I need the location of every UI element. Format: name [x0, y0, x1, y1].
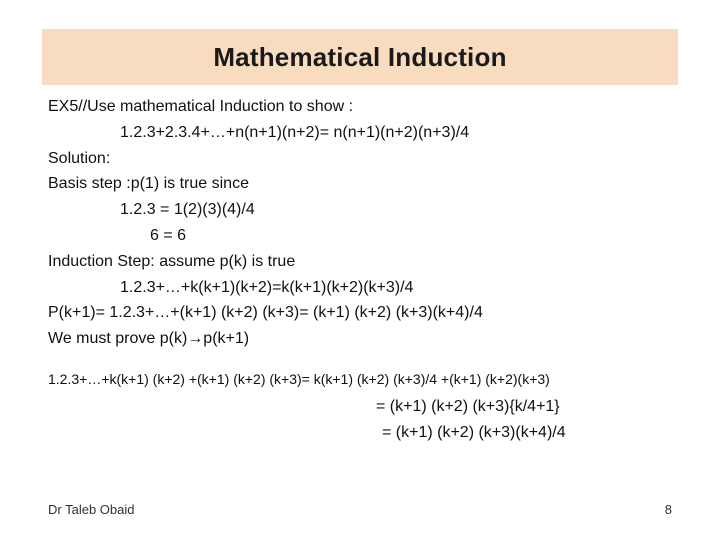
basis-equation: 1.2.3 = 1(2)(3)(4)/4 — [120, 201, 255, 219]
title-banner — [42, 29, 678, 85]
p-k-plus-1-statement: P(k+1)= 1.2.3+…+(k+1) (k+2) (k+3)= (k+1) (k+2) (k+3)(k+4)/4 — [48, 304, 483, 322]
proof-expansion: 1.2.3+…+k(k+1) (k+2) +(k+1) (k+2) (k+3)= k(k+1) (k+2) (k+3)/4 +(k+1) (k+2)(k+3) — [48, 370, 550, 387]
problem-statement: EX5//Use mathematical Induction to show : — [48, 98, 354, 115]
spacer — [48, 352, 688, 368]
solution-heading: Solution: — [48, 149, 111, 167]
proof-factored: = (k+1) (k+2) (k+3){k/4+1} — [376, 397, 560, 415]
slide-title: Mathematical Induction — [213, 41, 507, 72]
target-formula: 1.2.3+2.3.4+…+n(n+1)(n+2)= n(n+1)(n+2)(n+3)/4 — [120, 123, 470, 141]
author-footer: Dr Taleb Obaid — [48, 502, 135, 517]
proof-result: = (k+1) (k+2) (k+3)(k+4)/4 — [382, 423, 566, 441]
basis-step-line: Basis step :p(1) is true since — [48, 175, 249, 193]
proof-goal: We must prove p(k)→p(k+1) — [48, 330, 250, 348]
induction-hypothesis: 1.2.3+…+k(k+1)(k+2)=k(k+1)(k+2)(k+3)/4 — [120, 278, 414, 296]
slide-body — [48, 94, 688, 446]
page-number: 8 — [664, 502, 672, 517]
basis-result: 6 = 6 — [150, 226, 187, 244]
induction-step-line: Induction Step: assume p(k) is true — [48, 252, 296, 270]
